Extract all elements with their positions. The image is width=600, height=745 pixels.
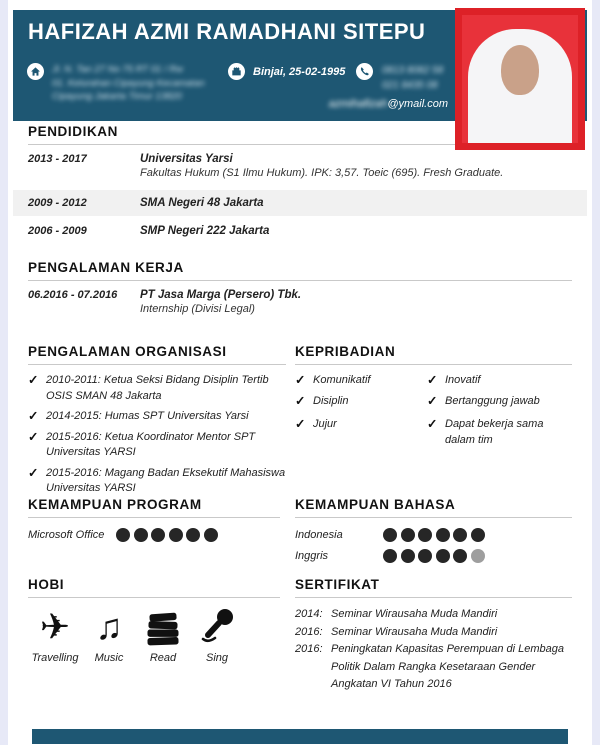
- section-title: KEMAMPUAN BAHASA: [295, 497, 456, 512]
- section-title: KEMAMPUAN PROGRAM: [28, 497, 202, 512]
- skill-label: Microsoft Office: [28, 529, 105, 541]
- certificate-item: [295, 624, 572, 642]
- rating-dot-filled: [436, 549, 450, 563]
- rating-dot-filled: [471, 528, 485, 542]
- check-icon: ✓: [295, 373, 306, 387]
- skill-row: [295, 549, 572, 563]
- work-period: 06.2016 - 07.2016: [28, 289, 118, 301]
- hobby-item: [190, 606, 244, 664]
- section-hobi: [28, 577, 280, 664]
- rating-dot-filled: [401, 528, 415, 542]
- section-organisasi: [28, 344, 286, 502]
- divider: [28, 364, 286, 365]
- certificate-year: 2016:: [295, 643, 323, 655]
- personality-text: Inovatif: [445, 374, 481, 386]
- divider: [295, 517, 572, 518]
- personality-item: [295, 373, 427, 389]
- hobby-item: [136, 606, 190, 664]
- check-icon: ✓: [295, 393, 306, 408]
- divider: [28, 517, 280, 518]
- certificate-text: Peningkatan Kapasitas Perempuan di Lembaga Politik Dalam Rangka Kesetaraan Gender Angkatan VI Tahun 2016: [331, 643, 564, 690]
- cv-page: [8, 0, 592, 745]
- rating-dot-filled: [418, 549, 432, 563]
- personality-text: Bertanggung jawab: [445, 394, 540, 407]
- work-company: PT Jasa Marga (Persero) Tbk.: [140, 289, 302, 301]
- section-title: KEPRIBADIAN: [295, 344, 396, 359]
- org-item-text: 2015-2016: Magang Badan Eksekutif Mahasiswa Universitas YARSI: [46, 466, 286, 494]
- rating-dot-filled: [186, 528, 200, 542]
- person-name: HAFIZAH AZMI RAMADHANI SITEPU: [28, 19, 426, 44]
- skill-row: [295, 528, 572, 542]
- certificate-year: 2016:: [295, 625, 323, 638]
- rating-dot-filled: [453, 528, 467, 542]
- certificate-item: [295, 606, 572, 624]
- check-icon: ✓: [28, 373, 39, 387]
- divider: [295, 364, 572, 365]
- education-school: Universitas Yarsi: [140, 153, 233, 165]
- personality-text: Komunikatif: [313, 374, 371, 386]
- rating-dot-empty: [471, 549, 485, 563]
- certificate-text: Seminar Wirausaha Muda Mandiri: [331, 625, 498, 638]
- education-period: 2013 - 2017: [28, 153, 87, 165]
- hobby-label: Sing: [205, 652, 229, 664]
- personality-item: [427, 394, 572, 410]
- music-note-icon: ♫: [95, 606, 123, 647]
- phone-icon: [356, 63, 373, 80]
- org-item: [28, 409, 286, 425]
- section-pengalaman-kerja: [28, 260, 572, 315]
- hobby-label: Music: [94, 652, 124, 664]
- education-row: [13, 190, 587, 216]
- education-detail: Fakultas Hukum (S1 Ilmu Hukum). IPK: 3,57. Toeic (695). Fresh Graduate.: [140, 167, 504, 179]
- education-row: [28, 145, 572, 185]
- personality-item: [295, 417, 427, 433]
- skill-rating: [383, 528, 488, 542]
- microphone-icon: [199, 606, 235, 646]
- education-period: 2006 - 2009: [28, 225, 87, 237]
- education-period: 2009 - 2012: [28, 197, 87, 209]
- rating-dot-filled: [151, 528, 165, 542]
- rating-dot-filled: [169, 528, 183, 542]
- check-icon: ✓: [28, 465, 39, 480]
- section-title: PENGALAMAN ORGANISASI: [28, 344, 227, 359]
- home-icon: [27, 63, 44, 80]
- check-icon: ✓: [427, 417, 438, 431]
- work-detail: Internship (Divisi Legal): [140, 303, 255, 315]
- divider: [28, 597, 280, 598]
- birthday-icon: [228, 63, 245, 80]
- work-row: [28, 281, 572, 315]
- section-sertifikat: [295, 577, 572, 694]
- personality-text: Dapat bekerja sama dalam tim: [445, 418, 544, 446]
- rating-dot-filled: [134, 528, 148, 542]
- phone-text: 0813 8082 58 021 8435 08: [382, 65, 444, 91]
- section-title: PENDIDIKAN: [28, 124, 119, 139]
- section-title: HOBI: [28, 577, 65, 592]
- section-title: SERTIFIKAT: [295, 577, 380, 592]
- personality-item: [427, 417, 572, 448]
- org-item: [28, 430, 286, 461]
- org-item: [28, 373, 286, 404]
- profile-photo-frame: [455, 8, 585, 150]
- hobby-item: [28, 606, 82, 664]
- rating-dot-filled: [436, 528, 450, 542]
- footer-bar: [32, 729, 568, 744]
- certificate-text: Seminar Wirausaha Muda Mandiri: [331, 608, 498, 620]
- divider: [295, 597, 572, 598]
- org-item: [28, 466, 286, 497]
- skill-label: Indonesia: [295, 529, 343, 541]
- rating-dot-filled: [383, 528, 397, 542]
- section-kepribadian: [295, 344, 572, 453]
- skill-label: Inggris: [295, 550, 329, 562]
- hobby-label: Travelling: [31, 652, 79, 664]
- section-title: PENGALAMAN KERJA: [28, 260, 184, 275]
- rating-dot-filled: [418, 528, 432, 542]
- skill-rating: [116, 528, 221, 542]
- personality-text: Jujur: [313, 418, 337, 430]
- rating-dot-filled: [204, 528, 218, 542]
- check-icon: ✓: [28, 429, 39, 444]
- org-item-text: 2010-2011: Ketua Seksi Bidang Disiplin Tertib OSIS SMAN 48 Jakarta: [46, 374, 269, 402]
- hobby-item: [82, 606, 136, 664]
- certificate-year: 2014:: [295, 608, 323, 620]
- email-user: azmihafizah: [328, 98, 388, 110]
- personality-text: Disiplin: [313, 394, 349, 407]
- check-icon: ✓: [28, 409, 39, 423]
- education-row: [28, 216, 572, 237]
- plane-icon: ✈: [39, 606, 71, 647]
- rating-dot-filled: [453, 549, 467, 563]
- face-shape: [501, 45, 539, 95]
- skill-rating: [383, 549, 488, 563]
- check-icon: ✓: [427, 373, 438, 387]
- email-domain: @ymail.com: [387, 98, 448, 110]
- check-icon: ✓: [427, 393, 438, 408]
- check-icon: ✓: [295, 417, 306, 431]
- profile-photo: [462, 15, 578, 143]
- org-item-text: 2014-2015: Humas SPT Universitas Yarsi: [46, 410, 249, 422]
- skill-row: [28, 528, 280, 542]
- education-school: SMA Negeri 48 Jakarta: [140, 197, 264, 209]
- rating-dot-filled: [401, 549, 415, 563]
- birth-date: Binjai, 25-02-1995: [253, 66, 346, 78]
- personality-item: [295, 394, 427, 410]
- books-icon: [144, 606, 182, 646]
- hobby-label: Read: [149, 652, 177, 664]
- section-kemampuan-program: [28, 497, 280, 549]
- section-kemampuan-bahasa: [295, 497, 572, 570]
- personality-item: [427, 373, 572, 389]
- address-text: Jl. N. Tan 27 No 75 RT 01 / Rw 01. Kelurahan Cipayung Kecamatan Cipayung Jakarta Timur 13820: [52, 64, 205, 102]
- education-school: SMP Negeri 222 Jakarta: [140, 225, 270, 237]
- certificate-item: [295, 641, 572, 694]
- org-item-text: 2015-2016: Ketua Koordinator Mentor SPT Universitas YARSI: [46, 430, 256, 458]
- rating-dot-filled: [383, 549, 397, 563]
- email-text: [329, 98, 448, 110]
- rating-dot-filled: [116, 528, 130, 542]
